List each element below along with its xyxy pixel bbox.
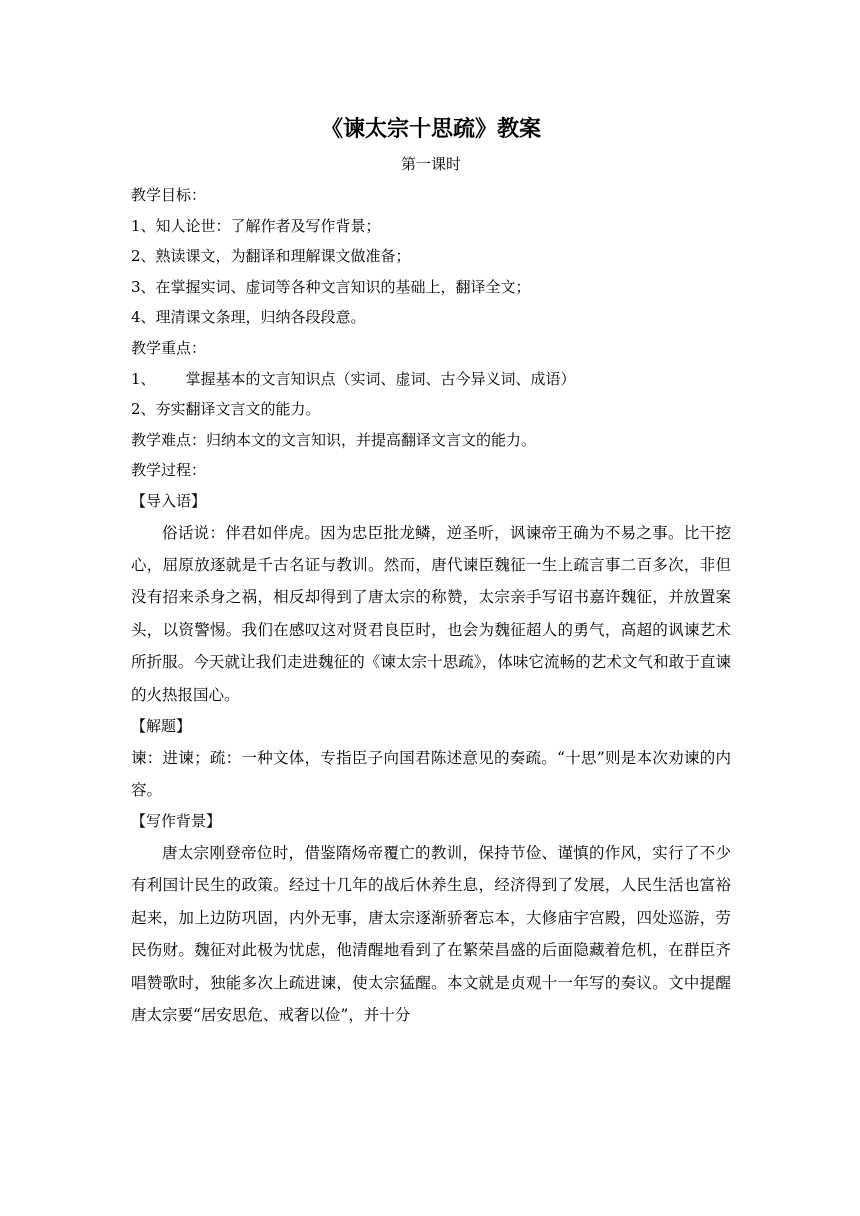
focus-heading: 教学重点： bbox=[131, 338, 207, 357]
goal-item: 3、在掌握实词、虚词等各种文言知识的基础上，翻译全文； bbox=[131, 277, 531, 296]
goal-item: 4、理清课文条理，归纳各段段意。 bbox=[131, 308, 366, 327]
background-heading: 【写作背景】 bbox=[131, 812, 222, 831]
document-page bbox=[131, 114, 731, 1031]
focus-item bbox=[131, 364, 731, 395]
document-title: 《谏太宗十思疏》教案 bbox=[320, 116, 541, 142]
focus-item-text: 掌握基本的文言知识点（实词、虚词、古今异义词、成语） bbox=[185, 369, 576, 388]
explain-paragraph: 谏：进谏；疏：一种文体，专指臣子向国君陈述意见的奏疏。“十思”则是本次劝谏的内容。 bbox=[131, 748, 731, 799]
background-paragraph: 唐太宗刚登帝位时，借鉴隋炀帝覆亡的教训，保持节俭、谨慎的作风，实行了不少有利国计民生的政策。经过十几年的战后休养生息，经济得到了发展，人民生活也富裕起来，加上边防巩固，内外无事，唐太宗逐渐骄奢忘本，大修庙宇宫殿，四处巡游，劳民伤财。魏征对此极为忧虑，他清醒地看到了在繁荣昌盛的后面隐藏着危机，在群臣齐唱赞歌时，独能多次上疏进谏，使太宗猛醒。本文就是贞观十一年写的奏议。文中提醒唐太宗要“居安思危、戒奢以俭”，并十分 bbox=[131, 843, 731, 1024]
difficulty-line: 教学难点：归纳本文的文言知识，并提高翻译文言文的能力。 bbox=[131, 430, 537, 449]
goals-heading: 教学目标： bbox=[131, 186, 207, 204]
lesson-period: 第一课时 bbox=[400, 155, 461, 173]
focus-item: 2、夯实翻译文言文的能力。 bbox=[131, 400, 321, 419]
focus-item-number: 1、 bbox=[131, 369, 156, 388]
intro-paragraph: 俗话说：伴君如伴虎。因为忠臣批龙鳞，逆圣听，讽谏帝王确为不易之事。比干挖心，屈原放逐就是千古名证与教训。然而，唐代谏臣魏征一生上疏言事二百多次，非但没有招来杀身之祸，相反却得到了唐太宗的称赞，太宗亲手写诏书嘉许魏征，并放置案头，以资警惕。我们在感叹这对贤君良臣时，也会为魏征超人的勇气，高超的讽谏艺术所折服。今天就让我们走进魏征的《谏太宗十思疏》，体味它流畅的艺术文气和敢于直谏的火热报国心。 bbox=[131, 523, 731, 704]
goal-item: 2、熟读课文，为翻译和理解课文做准备； bbox=[131, 247, 411, 266]
process-heading: 教学过程： bbox=[131, 461, 207, 480]
explain-heading: 【解题】 bbox=[131, 716, 192, 735]
goal-item: 1、知人论世：了解作者及写作背景； bbox=[131, 216, 381, 235]
intro-heading: 【导入语】 bbox=[131, 491, 207, 510]
